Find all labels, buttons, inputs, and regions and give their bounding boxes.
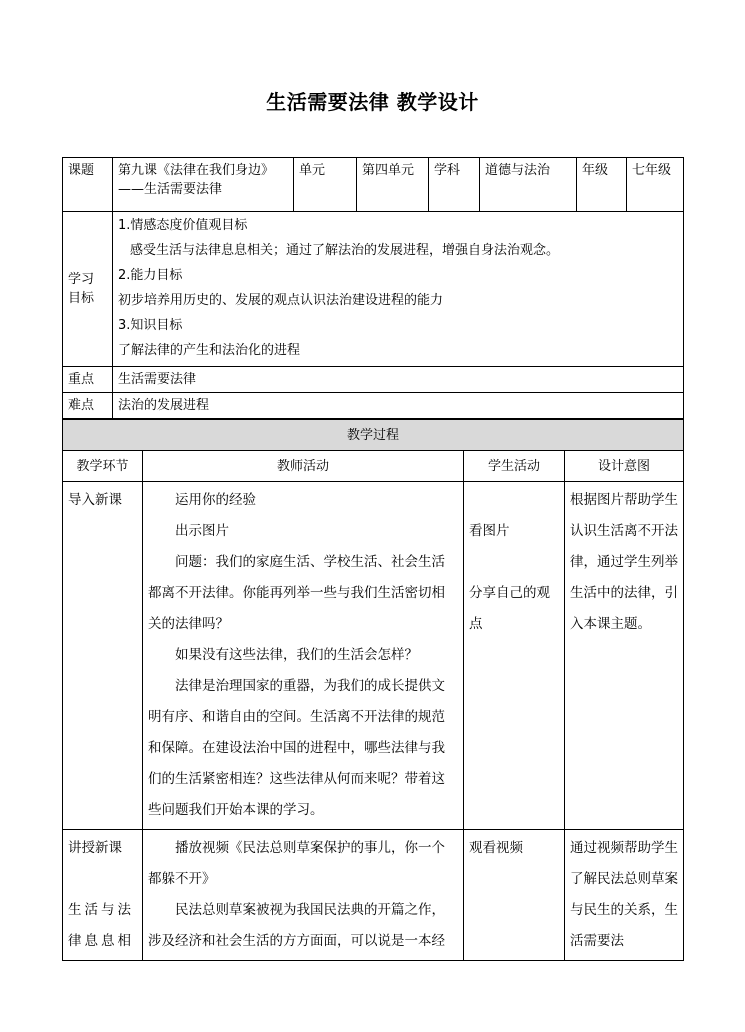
process-heading-row xyxy=(63,420,684,451)
column-header: 学生活动 xyxy=(464,451,565,482)
teacher-activity-cell xyxy=(143,482,464,830)
teacher-paragraph: 民法总则草案被视为我国民法典的开篇之作，涉及经济和社会生活的方方面面，可以说是一本经 xyxy=(148,902,445,949)
goal-line: 初步培养用历史的、发展的观点认识法治建设进程的能力 xyxy=(118,293,444,308)
student-activity-text: 观看视频 xyxy=(469,840,523,856)
goals-content xyxy=(113,212,684,367)
table-row xyxy=(63,830,684,961)
course-value xyxy=(113,158,294,212)
design-intent-cell xyxy=(565,830,684,961)
stage-cell xyxy=(63,830,143,961)
stage-text: 讲授新课 xyxy=(68,840,122,856)
teaching-process-table xyxy=(62,419,684,961)
difficulty-value: 法治的发展进程 xyxy=(113,393,684,419)
stage-cell xyxy=(63,482,143,830)
unit-value: 第四单元 xyxy=(357,158,429,212)
key-point-row xyxy=(63,367,684,393)
course-value-line1: 第九课《法律在我们身边》 xyxy=(118,163,275,178)
goals-label-line1: 学习 xyxy=(68,272,95,287)
stage-text: 导入新课 xyxy=(68,492,122,508)
goal-line: 2.能力目标 xyxy=(118,268,183,283)
design-intent-text: 根据图片帮助学生认识生活离不开法律，通过学生列举生活中的法律，引入本课主题。 xyxy=(570,492,679,632)
key-point-label: 重点 xyxy=(63,367,113,393)
unit-label: 单元 xyxy=(294,158,357,212)
key-point-value: 生活需要法律 xyxy=(113,367,684,393)
design-intent-text: 通过视频帮助学生了解民法总则草案与民生的关系，生活需要法 xyxy=(570,840,679,949)
course-info-table xyxy=(62,157,684,419)
goal-line: 感受生活与法律息息相关；通过了解法治的发展进程，增强自身法治观念。 xyxy=(130,243,560,258)
student-activity-cell xyxy=(464,830,565,961)
stage-text: 生活与法律息息相 xyxy=(68,902,134,949)
difficulty-label: 难点 xyxy=(63,393,113,419)
column-header: 设计意图 xyxy=(565,451,684,482)
course-info-row xyxy=(63,158,684,212)
student-activity-cell xyxy=(464,482,565,830)
teacher-paragraph: 出示图片 xyxy=(175,523,229,539)
column-header: 教学环节 xyxy=(63,451,143,482)
document-title: 生活需要法律 教学设计 xyxy=(266,90,479,114)
learning-goals-row xyxy=(63,212,684,367)
teacher-paragraph: 运用你的经验 xyxy=(175,492,256,508)
goals-label-line2: 目标 xyxy=(68,291,95,306)
goals-label xyxy=(63,212,113,367)
difficulty-row xyxy=(63,393,684,419)
grade-value: 七年级 xyxy=(627,158,684,212)
teacher-paragraph: 如果没有这些法律，我们的生活会怎样？ xyxy=(175,647,418,663)
grade-label: 年级 xyxy=(577,158,627,212)
goal-line: 了解法律的产生和法治化的进程 xyxy=(118,343,301,358)
goal-line: 1.情感态度价值观目标 xyxy=(118,218,248,233)
student-activity-text: 分享自己的观点 xyxy=(469,585,550,632)
process-heading: 教学过程 xyxy=(63,420,684,451)
subject-label: 学科 xyxy=(429,158,480,212)
student-activity-text: 看图片 xyxy=(469,523,510,539)
column-header: 教师活动 xyxy=(143,451,464,482)
teacher-paragraph: 播放视频《民法总则草案保护的事儿，你一个都躲不开》 xyxy=(148,840,445,887)
teacher-activity-cell xyxy=(143,830,464,961)
teacher-paragraph: 法律是治理国家的重器，为我们的成长提供文明有序、和谐自由的空间。生活离不开法律的规范和保障。在建设法治中国的进程中，哪些法律与我们的生活紧密相连？这些法律从何而来呢？带着这些问题我们开始本课的学习。 xyxy=(148,678,445,818)
subject-value: 道德与法治 xyxy=(480,158,577,212)
course-value-line2: ——生活需要法律 xyxy=(118,182,223,197)
teacher-paragraph: 问题：我们的家庭生活、学校生活、社会生活都离不开法律。你能再列举一些与我们生活密切相关的法律吗？ xyxy=(148,554,445,632)
course-label: 课题 xyxy=(63,158,113,212)
goal-line: 3.知识目标 xyxy=(118,318,183,333)
table-row xyxy=(63,482,684,830)
process-header-row xyxy=(63,451,684,482)
design-intent-cell xyxy=(565,482,684,830)
